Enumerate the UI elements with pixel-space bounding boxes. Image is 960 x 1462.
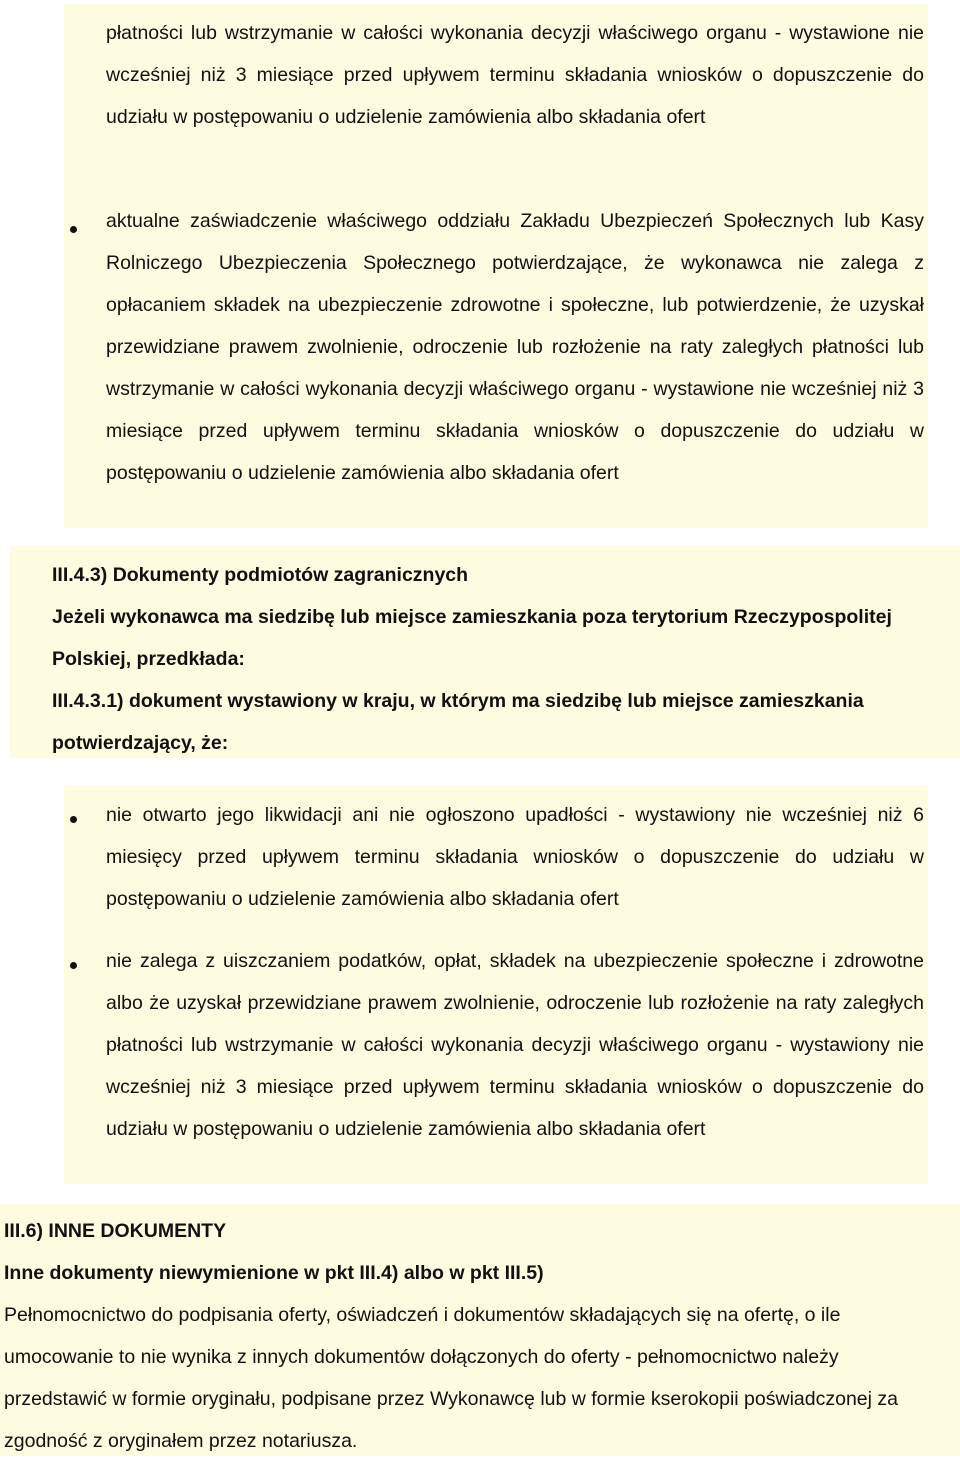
section-heading: III.4.3) Dokumenty podmiotów zagranicznych <box>52 564 469 586</box>
bullet-icon <box>70 226 77 233</box>
section-body: Pełnomocnictwo do podpisania oferty, oświadczeń i dokumentów składających się na ofertę, o ile umocowanie to nie wynika z innych dokumentów dołączonych do oferty - pełnomocnictwo należy przedstawić w formie oryginału, podpisane przez Wykonawcę lub w formie kserokopii poświadczonej za zgodność z oryginałem przez notariusza. <box>4 1304 898 1452</box>
section-subheading: III.4.3.1) dokument wystawiony w kraju, w którym ma siedzibę lub miejsce zamieszkania potwierdzający, że: <box>52 690 864 754</box>
documents-list-domestic <box>64 4 928 528</box>
list-item: płatności lub wstrzymanie w całości wykonania decyzji właściwego organu - wystawione nie wcześniej niż 3 miesiące przed upływem terminu składania wniosków o dopuszczenie do udziału w postępowaniu o udzielenie zamówienia albo składania ofert <box>106 22 924 128</box>
bullet-icon <box>70 816 77 823</box>
section-heading: III.6) INNE DOKUMENTY <box>4 1220 227 1242</box>
foreign-documents-section <box>10 546 960 758</box>
section-subheading: Inne dokumenty niewymienione w pkt III.4) albo w pkt III.5) <box>4 1262 544 1284</box>
section-intro: Jeżeli wykonawca ma siedzibę lub miejsce zamieszkania poza terytorium Rzeczypospolitej Polskiej, przedkłada: <box>52 606 892 670</box>
bullet-icon <box>70 962 77 969</box>
list-item: nie otwarto jego likwidacji ani nie ogłoszono upadłości - wystawiony nie wcześniej niż 6 miesięcy przed upływem terminu składania wniosków o dopuszczenie do udziału w postępowaniu o udzielenie zamówienia albo składania ofert <box>106 804 924 910</box>
other-documents-section <box>0 1204 960 1456</box>
list-item: nie zalega z uiszczaniem podatków, opłat, składek na ubezpieczenie społeczne i zdrowotne albo że uzyskał przewidziane prawem zwolnienie, odroczenie lub rozłożenie na raty zaległych płatności lub wstrzymanie w całości wykonania decyzji właściwego organu - wystawiony nie wcześniej niż 3 miesiące przed upływem terminu składania wniosków o dopuszczenie do udziału w postępowaniu o udzielenie zamówienia albo składania ofert <box>106 950 924 1140</box>
documents-list-foreign <box>64 786 928 1184</box>
list-item: aktualne zaświadczenie właściwego oddziału Zakładu Ubezpieczeń Społecznych lub Kasy Rolniczego Ubezpieczenia Społecznego potwierdzające, że wykonawca nie zalega z opłacaniem składek na ubezpieczenie zdrowotne i społeczne, lub potwierdzenie, że uzyskał przewidziane prawem zwolnienie, odroczenie lub rozłożenie na raty zaległych płatności lub wstrzymanie w całości wykonania decyzji właściwego organu - wystawione nie wcześniej niż 3 miesiące przed upływem terminu składania wniosków o dopuszczenie do udziału w postępowaniu o udzielenie zamówienia albo składania ofert <box>106 210 924 484</box>
